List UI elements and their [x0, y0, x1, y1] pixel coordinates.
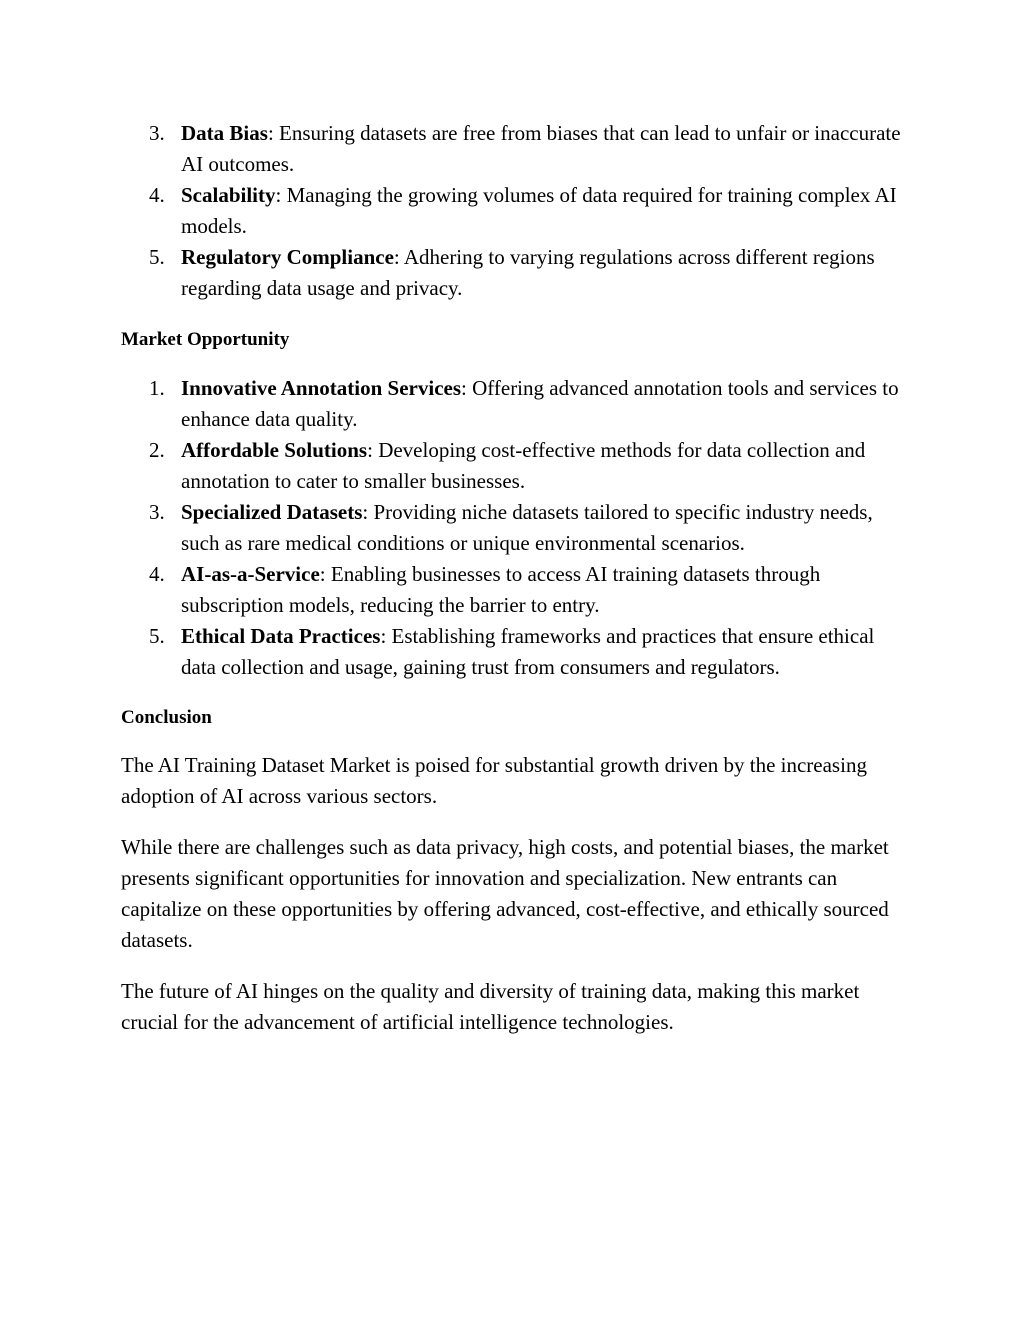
list-number: 5. [149, 624, 165, 648]
list-term: Affordable Solutions [181, 438, 368, 462]
list-text: : Enabling businesses to access AI training datasets through subscription models, reducing the barrier to entry. [181, 562, 821, 617]
list-item [121, 559, 911, 621]
list-number: 4. [149, 562, 165, 586]
list-item [121, 373, 911, 435]
conclusion-paragraph: The future of AI hinges on the quality and diversity of training data, making this market crucial for the advancement of artificial intelligence technologies. [121, 979, 860, 1034]
list-item [121, 180, 911, 242]
list-number: 3. [149, 500, 165, 524]
list-text: : Providing niche datasets tailored to specific industry needs, such as rare medical conditions or unique environmental scenarios. [181, 500, 873, 555]
list-text: : Offering advanced annotation tools and services to enhance data quality. [181, 376, 899, 431]
list-item [121, 621, 911, 683]
document-page [121, 118, 911, 1038]
conclusion-paragraph: The AI Training Dataset Market is poised for substantial growth driven by the increasing adoption of AI across various sectors. [121, 753, 867, 808]
list-text: : Establishing frameworks and practices that ensure ethical data collection and usage, gaining trust from consumers and regulators. [181, 624, 875, 679]
list-text: : Ensuring datasets are free from biases that can lead to unfair or inaccurate AI outcomes. [181, 121, 901, 176]
market-opportunity-list [121, 373, 911, 683]
list-text: : Developing cost-effective methods for data collection and annotation to cater to smaller businesses. [181, 438, 866, 493]
list-term: Specialized Datasets [181, 500, 363, 524]
list-item [121, 242, 911, 304]
list-term: Regulatory Compliance [181, 245, 394, 269]
list-number: 5. [149, 245, 165, 269]
list-term: Ethical Data Practices [181, 624, 381, 648]
list-term: Data Bias [181, 121, 268, 145]
section-heading-market-opportunity: Market Opportunity [121, 329, 290, 350]
list-number: 4. [149, 183, 165, 207]
conclusion-paragraph: While there are challenges such as data privacy, high costs, and potential biases, the market presents significant opportunities for innovation and specialization. New entrants can capitalize on these opportunities by offering advanced, cost-effective, and ethically sourced datasets. [121, 835, 889, 952]
list-item [121, 435, 911, 497]
section-heading-conclusion: Conclusion [121, 707, 212, 728]
list-text: : Adhering to varying regulations across different regions regarding data usage and privacy. [181, 245, 875, 300]
challenges-list [121, 118, 911, 304]
list-number: 2. [149, 438, 165, 462]
list-number: 3. [149, 121, 165, 145]
list-term: Scalability [181, 183, 276, 207]
list-item [121, 497, 911, 559]
list-number: 1. [149, 376, 165, 400]
list-item [121, 118, 911, 180]
list-term: AI-as-a-Service [181, 562, 320, 586]
list-text: : Managing the growing volumes of data required for training complex AI models. [181, 183, 897, 238]
list-term: Innovative Annotation Services [181, 376, 462, 400]
